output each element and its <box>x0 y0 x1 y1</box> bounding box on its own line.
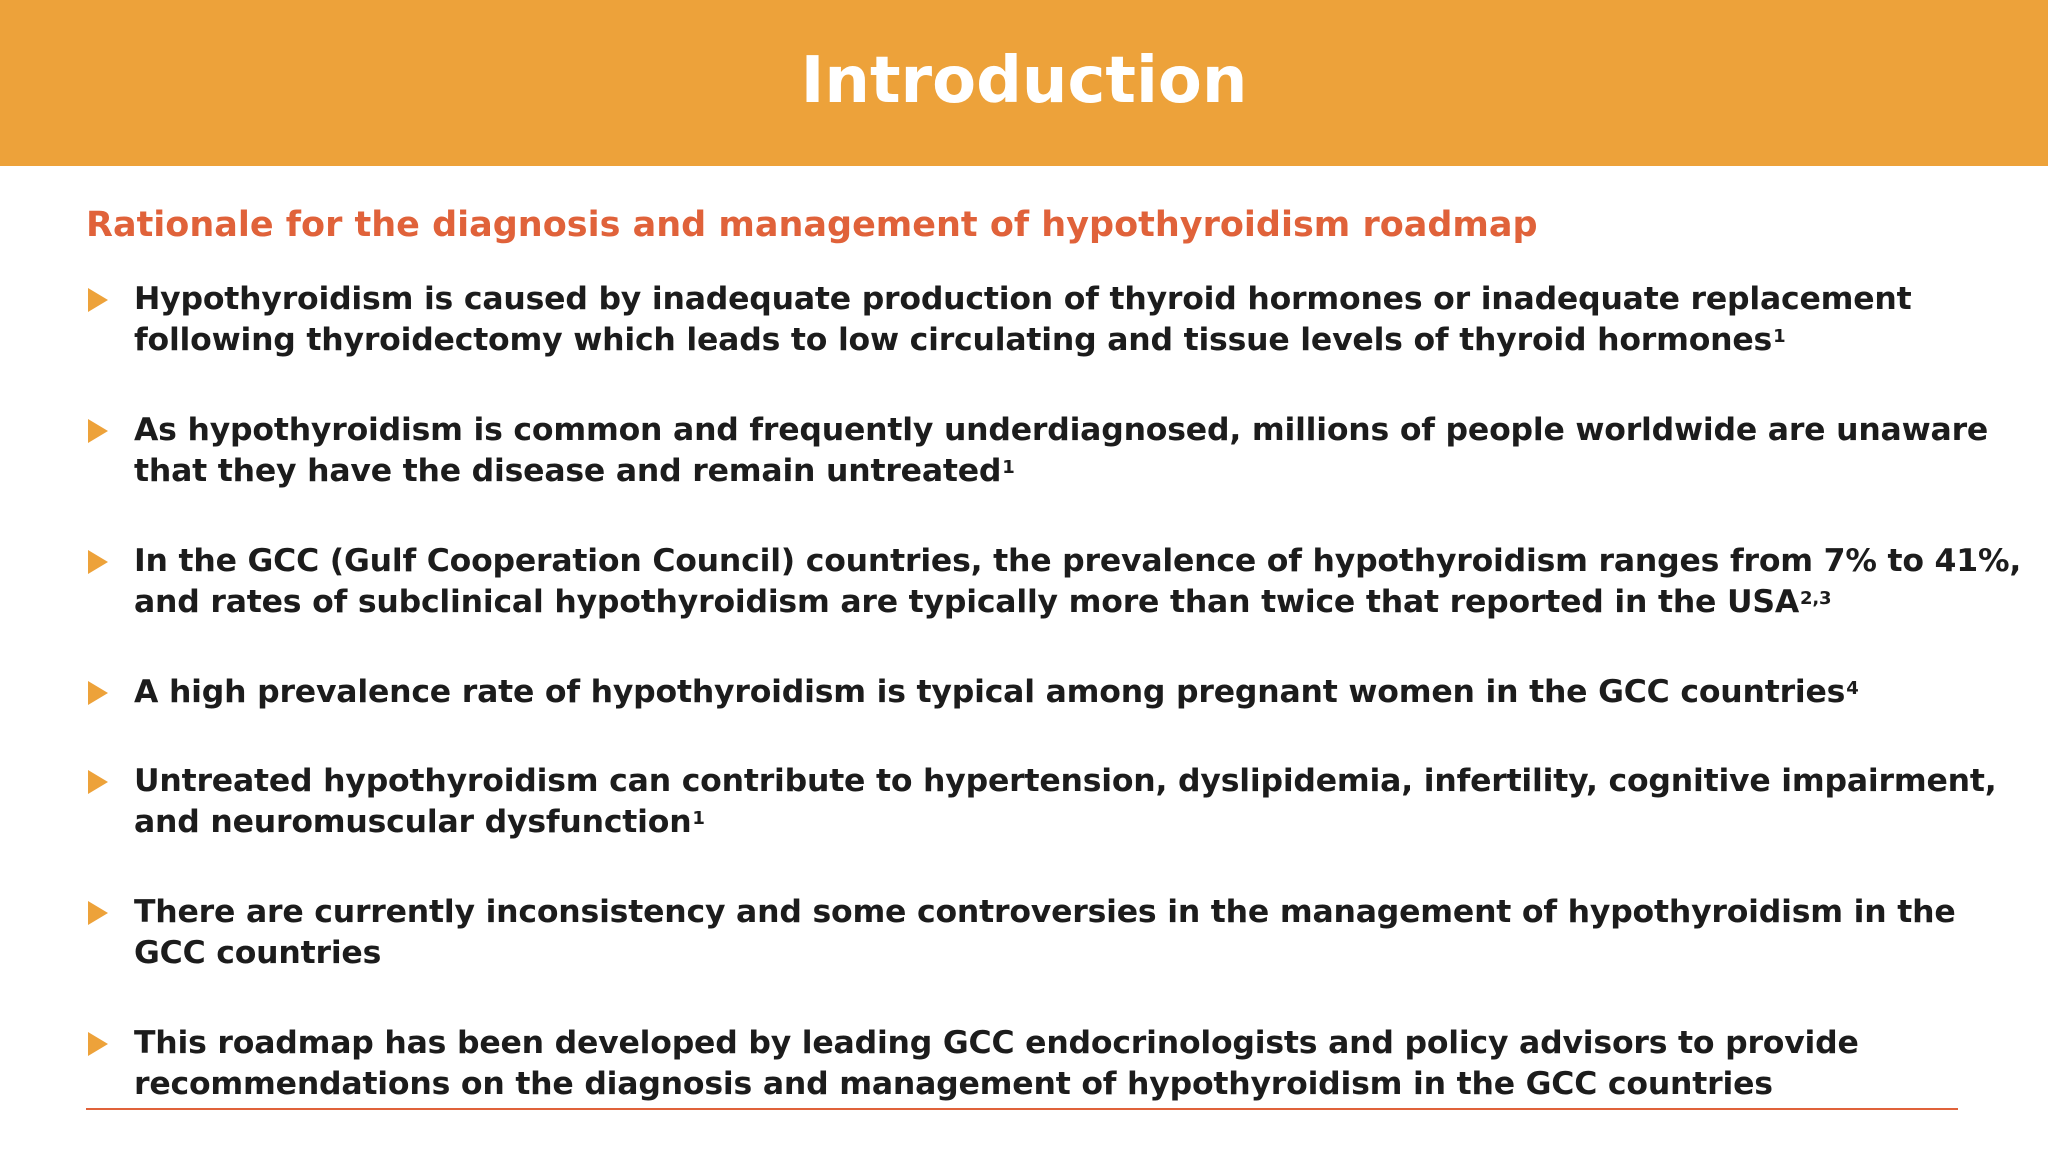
footnote-ref: 1 <box>692 808 705 829</box>
footnote-ref: 1 <box>1002 457 1015 478</box>
bullet-text: This roadmap has been developed by leading GCC endocrinologists and policy advisors to provide recommendations on the diagnosis and management of hypothyroidism in the GCC countries <box>134 1025 1859 1102</box>
triangle-right-icon <box>88 419 108 443</box>
triangle-right-icon <box>88 550 108 574</box>
bullet-text: There are currently inconsistency and some controversies in the management of hypothyroidism in the GCC countries <box>134 894 1956 971</box>
footnote-ref: 2,3 <box>1800 588 1832 609</box>
bullet-text: Untreated hypothyroidism can contribute to hypertension, dyslipidemia, infertility, cognitive impairment, and neuromuscular dysfunction$^1$ <box>134 763 1997 840</box>
triangle-right-icon <box>88 901 108 925</box>
triangle-right-icon <box>88 288 108 312</box>
section-subtitle: Rationale for the diagnosis and management of hypothyroidism roadmap <box>86 205 1538 245</box>
footnote-ref: 1 <box>1773 326 1786 347</box>
bullet-text: A high prevalence rate of hypothyroidism is typical among pregnant women in the GCC countries$^4$ <box>134 674 1859 710</box>
bullet-text: In the GCC (Gulf Cooperation Council) countries, the prevalence of hypothyroidism ranges from 7% to 41%, and rates of subclinical hypothyroidism are typically more than twice that reported in the USA$^{2,3}$ <box>134 543 2022 620</box>
triangle-right-icon <box>88 1032 108 1056</box>
triangle-right-icon <box>88 770 108 794</box>
footnote-ref: 4 <box>1846 678 1859 699</box>
page-title: Introduction <box>800 44 1248 118</box>
triangle-right-icon <box>88 681 108 705</box>
bottom-divider <box>86 1108 1958 1110</box>
bullet-text: Hypothyroidism is caused by inadequate production of thyroid hormones or inadequate replacement following thyroidectomy which leads to low circulating and tissue levels of thyroid hormones$^1$ <box>134 281 1912 358</box>
bullet-text: As hypothyroidism is common and frequently underdiagnosed, millions of people worldwide are unaware that they have the disease and remain untreated$^1$ <box>134 412 1989 489</box>
